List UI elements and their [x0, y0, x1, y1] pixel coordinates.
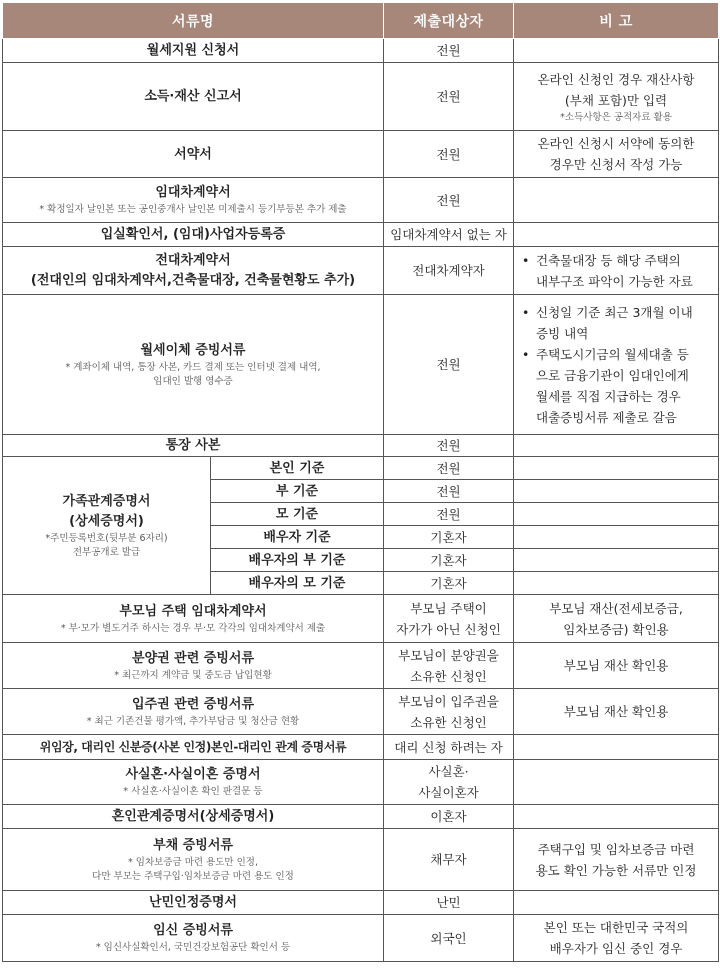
family-basis: 본인 기준 [211, 457, 384, 480]
doc-name: 부모님 주택 임대차계약서 [119, 603, 267, 619]
remark [514, 915, 719, 962]
remark [514, 735, 719, 760]
remark-line: 온라인 신청인 경우 재산사항 [537, 72, 695, 87]
remark [514, 247, 719, 295]
doc-note: 다만 부모는 주택구입·임차보증금 마련 용도 인정 [92, 870, 294, 882]
table-row [3, 247, 719, 295]
target: 이혼자 [384, 805, 514, 829]
target [384, 643, 514, 689]
remark-note: *소득사항은 공적자료 활용 [560, 112, 672, 123]
table-row [3, 891, 719, 915]
header-remark: 비 고 [514, 3, 719, 39]
remark [514, 595, 719, 643]
table-row [3, 829, 719, 891]
remark-line: 으로 금융기관이 임대인에게 [536, 367, 689, 383]
table-row [3, 595, 719, 643]
target: 전원 [384, 131, 514, 178]
remark [514, 457, 719, 480]
remark [514, 63, 719, 131]
doc-note: *주민등록번호(뒷부분 6자리) [45, 532, 168, 544]
remark-bullet: • 건축물대장 등 해당 주택의 [522, 250, 715, 271]
remark [514, 178, 719, 223]
remark [514, 760, 719, 805]
target: 전대차계약자 [384, 247, 514, 295]
target: 전원 [384, 435, 514, 457]
table-row [3, 805, 719, 829]
remark [514, 295, 719, 435]
doc-cell [3, 595, 384, 643]
target-line: 사실혼· [428, 764, 469, 779]
remark-bullet: • 주택도시기금의 월세대출 등 [522, 344, 715, 365]
remark [514, 549, 719, 572]
doc-name: 입주권 관련 증빙서류 [131, 696, 255, 712]
doc-name: 위임장, 대리인 신분증(사본 인정)본인-대리인 관계 증명서류 [3, 735, 384, 760]
doc-name: 부채 증빙서류 [153, 837, 233, 853]
remark: 부모님 재산 확인용 [514, 689, 719, 735]
document-table [2, 2, 719, 962]
doc-name: 가족관계증명서 [62, 493, 151, 509]
table-row [3, 915, 719, 962]
remark [514, 503, 719, 526]
remark-line: 부모님 재산(전세보증금, [549, 600, 683, 616]
family-basis: 모 기준 [211, 503, 384, 526]
doc-note: 임대인 발행 영수증 [153, 375, 233, 387]
doc-cell [3, 689, 384, 735]
target: 전원 [384, 39, 514, 63]
doc-name: 소득·재산 신고서 [3, 63, 384, 131]
doc-cell [3, 178, 384, 223]
doc-note: * 최근까지 계약금 및 중도금 납입현황 [114, 669, 272, 681]
header-doc: 서류명 [3, 3, 384, 39]
doc-name: 분양권 관련 증빙서류 [131, 650, 255, 666]
table-row [3, 223, 719, 247]
doc-name: 통장 사본 [3, 435, 384, 457]
remark [514, 891, 719, 915]
remark [514, 39, 719, 63]
target: 대리 신청 하려는 자 [384, 735, 514, 760]
doc-note: * 임차보증금 마련 용도만 인정, [128, 856, 258, 868]
header-target: 제출대상자 [384, 3, 514, 39]
table-row [3, 643, 719, 689]
table-row [3, 39, 719, 63]
doc-cell [3, 760, 384, 805]
table-row [3, 457, 719, 480]
target: 전원 [384, 503, 514, 526]
target: 외국인 [384, 915, 514, 962]
remark-bullet: • 신청일 기준 최근 3개월 이내 [522, 302, 715, 323]
doc-name: 입실확인서, (임대)사업자등록증 [3, 223, 384, 247]
doc-name: 임신 증빙서류 [153, 923, 233, 938]
remark-line: 내부구조 파악이 가능한 자료 [536, 273, 693, 289]
target-line: 소유한 신청인 [410, 714, 487, 730]
remark [514, 480, 719, 503]
target-line: 부모님이 입주권을 [398, 693, 499, 709]
doc-name: 임대차계약서 [155, 185, 231, 200]
family-basis: 배우자의 모 기준 [211, 572, 384, 595]
target: 기혼자 [384, 526, 514, 549]
remark [514, 829, 719, 891]
doc-note: * 임신사실확인서, 국민건강보험공단 확인서 등 [95, 942, 291, 953]
doc-cell [3, 247, 384, 295]
table-row [3, 178, 719, 223]
doc-name: 난민인정증명서 [3, 891, 384, 915]
target [384, 689, 514, 735]
doc-name: 사실혼·사실이혼 증명서 [125, 767, 261, 782]
doc-name: 서약서 [3, 131, 384, 178]
doc-name: 혼인관계증명서(상세증명서) [3, 805, 384, 829]
remark-line: 경우만 신청서 작성 가능 [549, 157, 683, 172]
family-basis: 배우자의 부 기준 [211, 549, 384, 572]
table-row [3, 63, 719, 131]
doc-note: * 확정일자 날인본 또는 공인중개사 날인본 미제출시 등기부등본 추가 제출 [39, 204, 347, 215]
target-line: 부모님 주택이 [410, 600, 487, 616]
remark-line: 주택구입 및 임차보증금 마련 [537, 841, 695, 857]
remark-line: 임차보증금) 확인용 [563, 621, 669, 637]
target: 채무자 [384, 829, 514, 891]
table-row [3, 735, 719, 760]
remark [514, 131, 719, 178]
remark-line: (부채 포함)만 입력 [564, 93, 668, 108]
doc-cell [3, 643, 384, 689]
remark-line: 월세를 직접 지급하는 경우 [536, 388, 681, 404]
target: 임대차계약서 없는 자 [384, 223, 514, 247]
target: 난민 [384, 891, 514, 915]
target-line: 자가가 아닌 신청인 [396, 621, 501, 637]
doc-note: * 계좌이체 내역, 통장 사본, 카드 결제 또는 인터넷 결제 내역, [65, 361, 321, 373]
remark-line: 용도 확인 가능한 서류만 인정 [535, 862, 697, 878]
remark [514, 435, 719, 457]
table-row [3, 689, 719, 735]
target: 기혼자 [384, 549, 514, 572]
remark [514, 223, 719, 247]
target: 전원 [384, 63, 514, 131]
doc-name: 월세지원 신청서 [3, 39, 384, 63]
remark-line: 증빙 내역 [536, 325, 589, 341]
table-row [3, 760, 719, 805]
target: 기혼자 [384, 572, 514, 595]
target [384, 595, 514, 643]
remark-line: 온라인 신청시 서약에 동의한 [537, 136, 695, 151]
target [384, 760, 514, 805]
family-basis: 배우자 기준 [211, 526, 384, 549]
remark [514, 526, 719, 549]
doc-cell [3, 915, 384, 962]
doc-note: * 최근 기존건물 평가액, 추가부담금 및 청산금 현황 [86, 715, 300, 727]
table-row [3, 131, 719, 178]
remark-line: 본인 또는 대한민국 국적의 [543, 920, 689, 935]
target: 전원 [384, 295, 514, 435]
doc-note: * 사실혼·사실이혼 확인 판결문 등 [123, 786, 263, 797]
target-line: 사실이혼자 [418, 785, 479, 800]
doc-note: * 부·모가 별도거주 하시는 경우 부·모 각각의 임대차계약서 제출 [60, 622, 326, 634]
target-line: 소유한 신청인 [410, 668, 487, 684]
target: 전원 [384, 480, 514, 503]
family-basis: 부 기준 [211, 480, 384, 503]
family-doc-cell [3, 457, 211, 595]
remark: 부모님 재산 확인용 [514, 643, 719, 689]
table-row [3, 295, 719, 435]
doc-note: 전부공개로 발급 [72, 546, 141, 558]
doc-name-extra: (상세증명서) [69, 513, 144, 529]
target: 전원 [384, 457, 514, 480]
remark-line: 배우자가 임신 중인 경우 [549, 941, 683, 956]
doc-name-extra: (전대인의 임대차계약서,건축물대장, 건축물현황도 추가) [30, 272, 356, 288]
remark [514, 805, 719, 829]
table-header-row [3, 3, 719, 39]
remark [514, 572, 719, 595]
target-line: 부모님이 분양권을 [398, 647, 499, 663]
doc-name: 전대차계약서 [155, 252, 231, 268]
doc-cell [3, 829, 384, 891]
doc-cell [3, 295, 384, 435]
target: 전원 [384, 178, 514, 223]
doc-name: 월세이체 증빙서류 [140, 342, 246, 358]
remark-line: 대출증빙서류 제출로 갈음 [536, 409, 677, 425]
table-row [3, 435, 719, 457]
